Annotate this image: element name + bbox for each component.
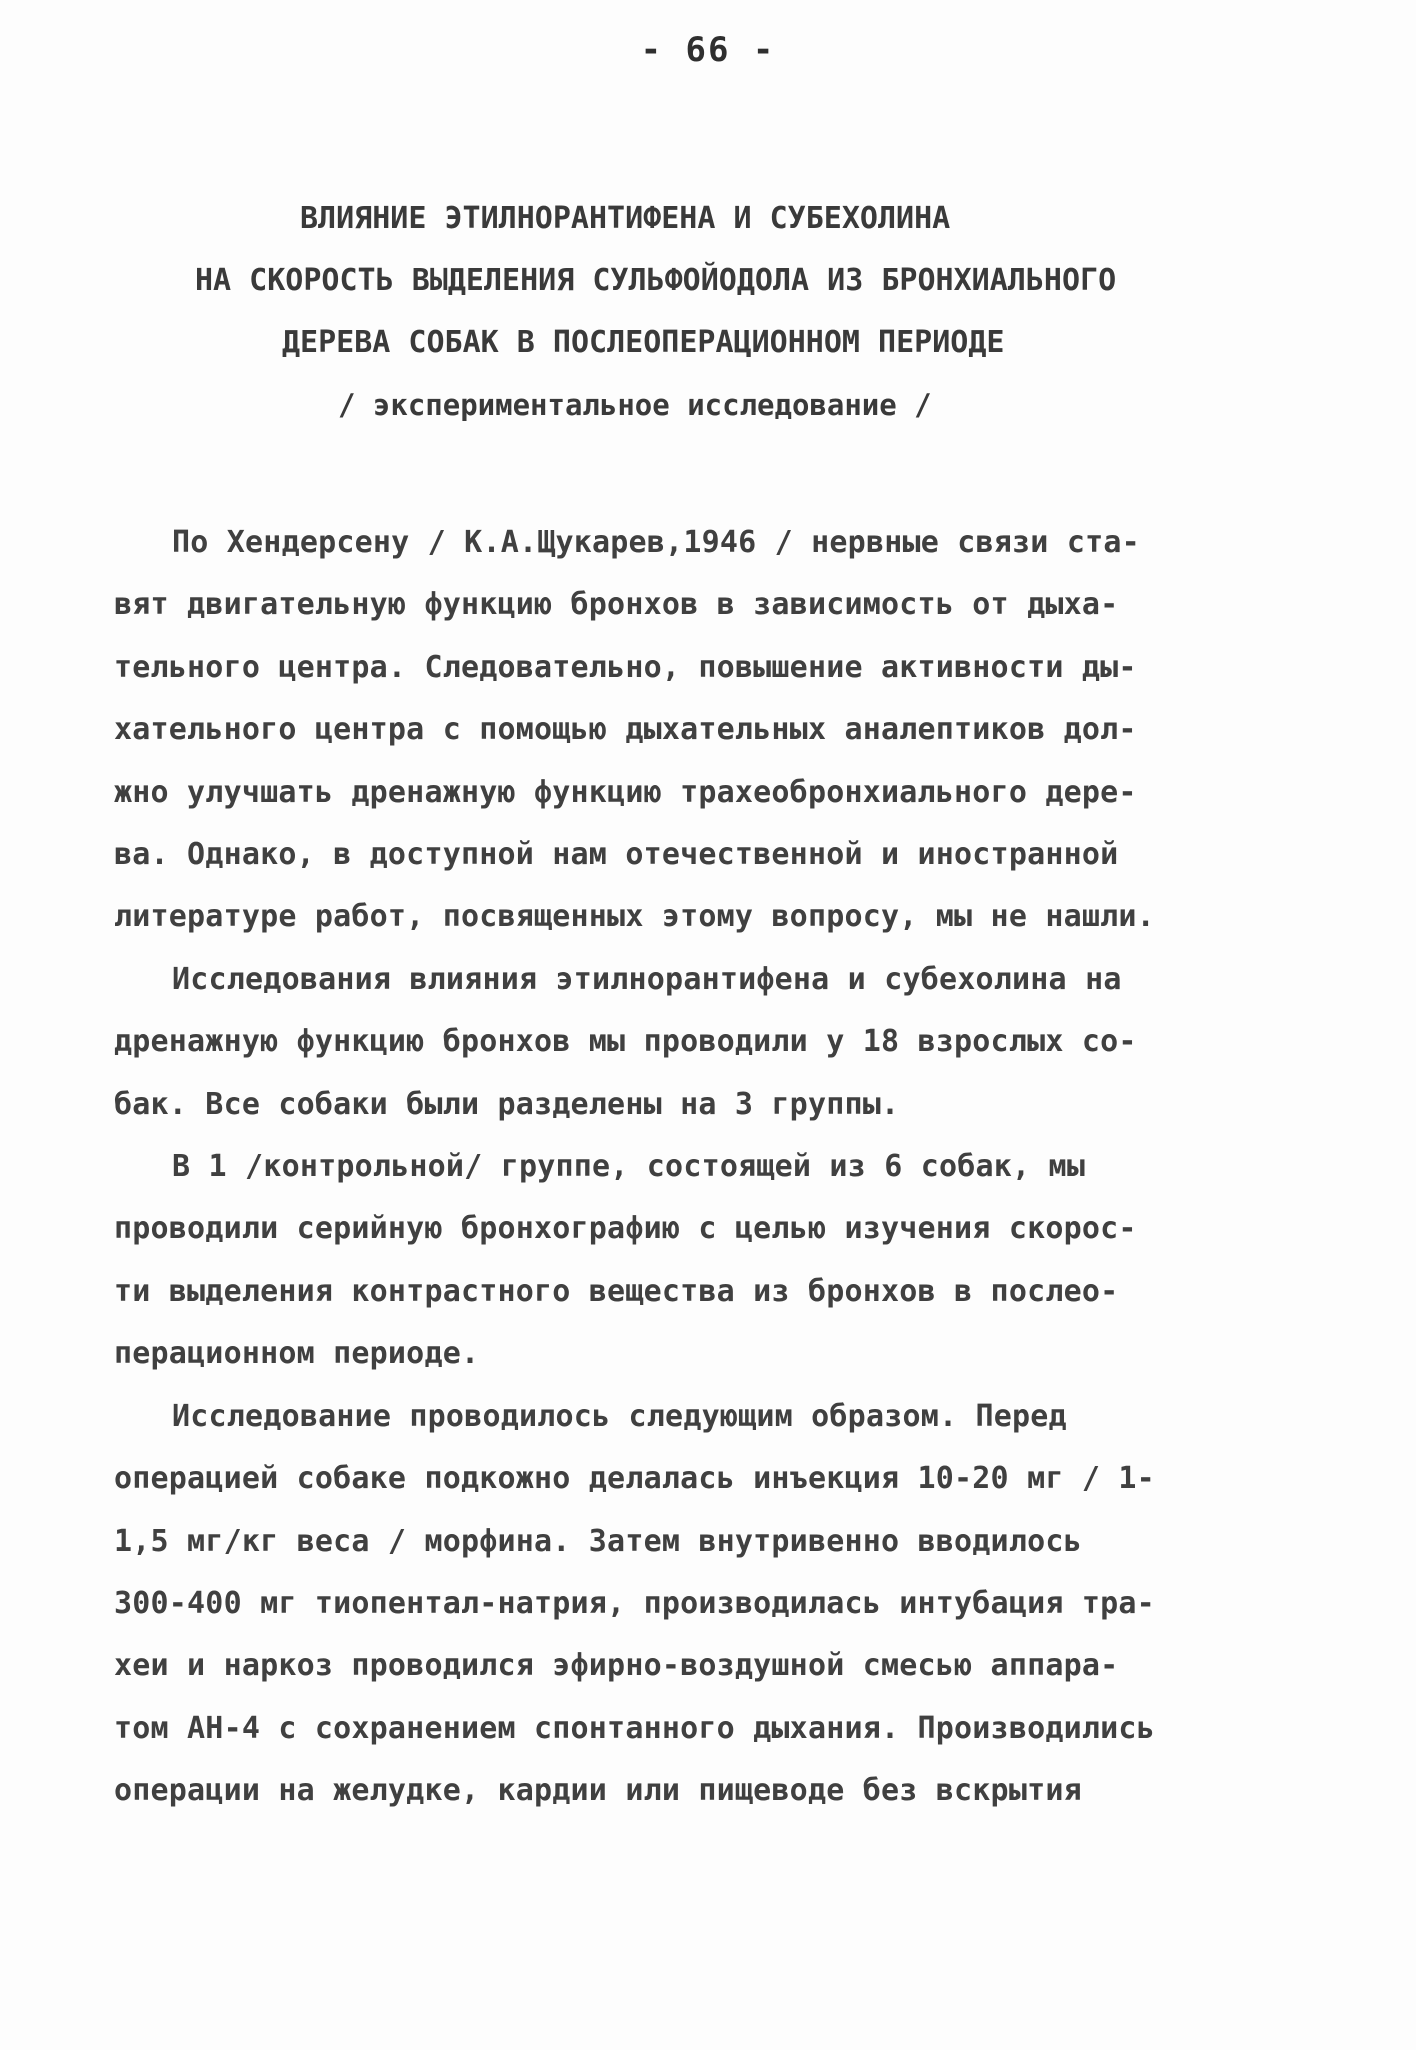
text-line: операцией собаке подкожно делалась инъекция 10-20 мг / 1- [114, 1461, 1155, 1497]
text-line: хеи и наркоз проводился эфирно-воздушной смесью аппара- [114, 1648, 1119, 1684]
title-line-2: НА СКОРОСТЬ ВЫДЕЛЕНИЯ СУЛЬФОЙОДОЛА ИЗ БРОНХИАЛЬНОГО [195, 263, 1117, 298]
text-line: перационном периоде. [114, 1336, 480, 1372]
text-line: 1,5 мг/кг веса / морфина. Затем внутривенно вводилось [114, 1523, 1082, 1559]
page-number: - 66 - [640, 30, 776, 70]
body-text [114, 512, 1324, 1823]
text-line: В 1 /контрольной/ группе, состоящей из 6 собак, мы [172, 1149, 1086, 1185]
text-line: вят двигательную функцию бронхов в зависимость от дыха- [114, 587, 1119, 623]
title-block [0, 188, 1416, 436]
text-line: Исследования влияния этилнорантифена и субехолина на [172, 961, 1122, 997]
text-line: литературе работ, посвященных этому вопросу, мы не нашли. [114, 899, 1155, 935]
text-line: жно улучшать дренажную функцию трахеобронхиального дере- [114, 774, 1137, 810]
text-line: операции на желудке, кардии или пищеводе без вскрытия [114, 1773, 1082, 1809]
text-line: ти выделения контрастного вещества из бронхов в послео- [114, 1273, 1119, 1309]
text-line: Исследование проводилось следующим образом. Перед [172, 1398, 1067, 1434]
text-line: дренажную функцию бронхов мы проводили у 18 взрослых со- [114, 1024, 1137, 1060]
title-line-1: ВЛИЯНИЕ ЭТИЛНОРАНТИФЕНА И СУБЕХОЛИНА [300, 201, 951, 236]
text-line: 300-400 мг тиопентал-натрия, производилась интубация тра- [114, 1585, 1155, 1621]
text-line: проводили серийную бронхографию с целью изучения скорос- [114, 1211, 1137, 1247]
text-line: хательного центра с помощью дыхательных аналептиков дол- [114, 712, 1137, 748]
text-line: том АН-4 с сохранением спонтанного дыхания. Производились [114, 1710, 1155, 1746]
title-line-3: ДЕРЕВА СОБАК В ПОСЛЕОПЕРАЦИОННОМ ПЕРИОДЕ [282, 325, 1005, 360]
text-line: тельного центра. Следовательно, повышение активности ды- [114, 649, 1137, 685]
text-line: бак. Все собаки были разделены на 3 группы. [114, 1086, 900, 1122]
text-line: ва. Однако, в доступной нам отечественной и иностранной [114, 837, 1119, 873]
text-line: По Хендерсену / К.А.Щукарев,1946 / нервные связи ста- [172, 525, 1140, 560]
title-subtitle: / экспериментальное исследование / [338, 388, 932, 422]
